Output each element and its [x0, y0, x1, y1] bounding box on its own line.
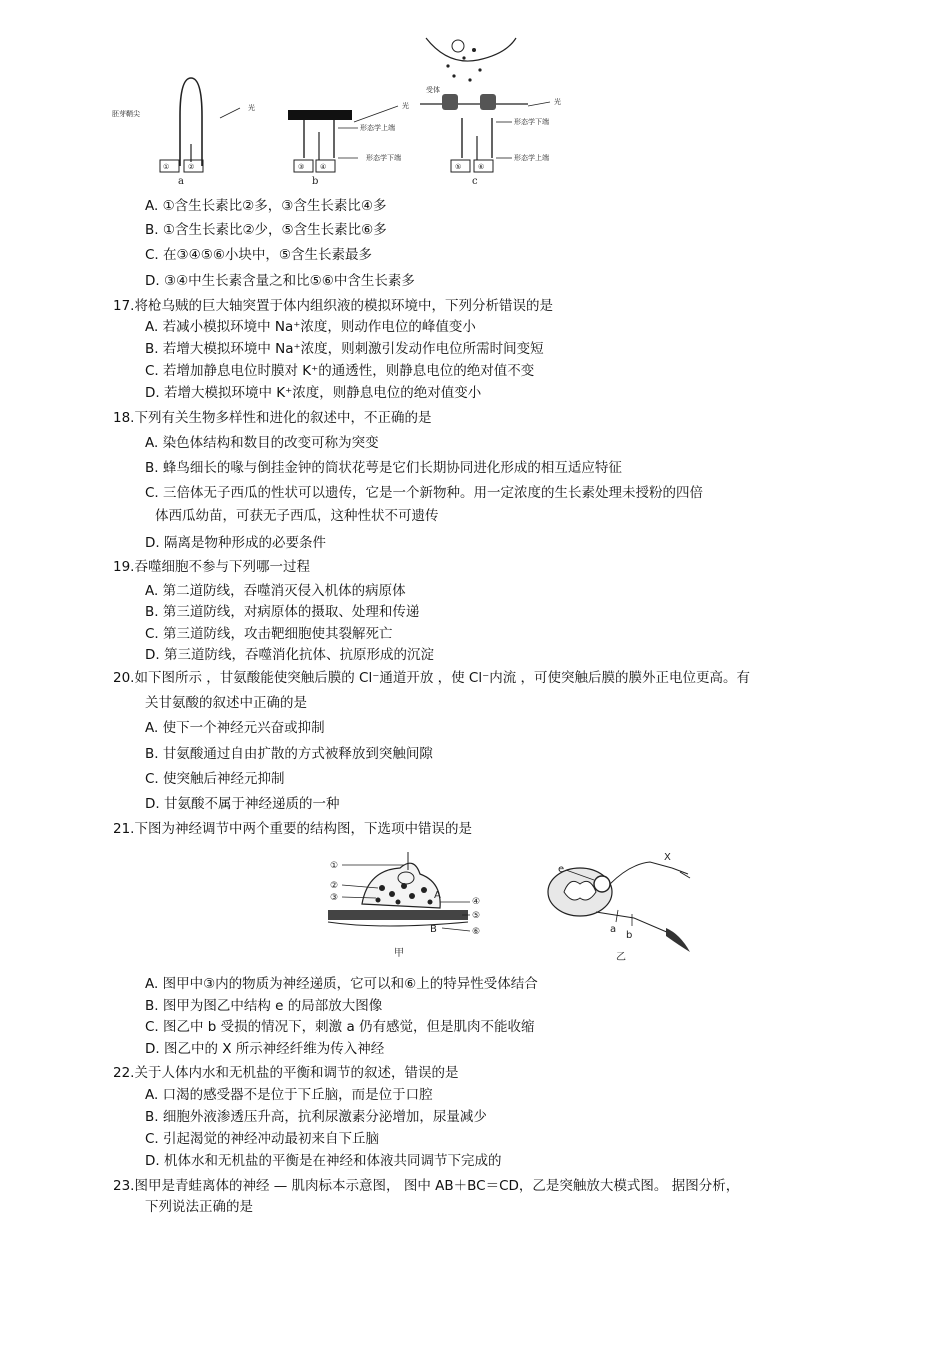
yi-label-e: e — [558, 864, 565, 875]
reflex-arc-figure-yi — [540, 848, 710, 966]
q20-stem: 20.如下图所示 ，甘氨酸能使突触后膜的 Cl⁻通道开放 ，使 Cl⁻内流 ，可使突触后膜的膜外正电位更高。有 — [113, 670, 751, 686]
synapse-figure-jia — [322, 852, 502, 964]
auxin-experiment-figure — [108, 36, 588, 186]
caption-yi: 乙 — [616, 952, 626, 963]
jia-label-1: ① — [330, 861, 339, 871]
q16-option-b: B. ①含生长素比②少，⑤含生长素比⑥多 — [145, 222, 387, 238]
q16-option-a: A. ①含生长素比②多，③含生长素比④多 — [145, 198, 387, 214]
lower-end-label-b: 形态学下端 — [366, 154, 401, 162]
q18-option-d: D. 隔离是物种形成的必要条件 — [145, 535, 326, 551]
q16-option-c: C. 在③④⑤⑥小块中，⑤含生长素最多 — [145, 247, 373, 263]
yi-label-a: a — [610, 924, 617, 935]
q20-option-b: B. 甘氨酸通过自由扩散的方式被释放到突触间隙 — [145, 746, 433, 762]
q17-option-b: B. 若增大模拟环境中 Na⁺浓度，则刺激引发动作电位所需时间变短 — [145, 341, 544, 357]
q20-stem-continued: 关甘氨酸的叙述中正确的是 — [145, 695, 307, 711]
q19-option-b: B. 第三道防线，对病原体的摄取、处理和传递 — [145, 604, 420, 620]
muscle — [666, 928, 690, 952]
q17-option-a: A. 若减小模拟环境中 Na⁺浓度，则动作电位的峰值变小 — [145, 319, 476, 335]
postsynaptic-membrane — [328, 910, 468, 920]
block-1-label: ① — [163, 163, 170, 171]
receptor-label: 受体 — [426, 86, 440, 94]
channel-left — [442, 94, 458, 110]
block-2-label: ② — [188, 163, 195, 171]
q22-option-b: B. 细胞外液渗透压升高，抗利尿激素分泌增加，尿量减少 — [145, 1109, 487, 1125]
caption-b: b — [312, 176, 319, 186]
q19-stem: 19.吞噬细胞不参与下列哪一过程 — [113, 559, 310, 575]
q18-option-c-continued: 体西瓜幼苗，可获无子西瓜，这种性状不可遗传 — [155, 508, 439, 524]
q22-option-a: A. 口渴的感受器不是位于下丘脑，而是位于口腔 — [145, 1087, 433, 1103]
q18-option-b: B. 蜂鸟细长的喙与倒挂金钟的筒状花萼是它们长期协同进化形成的相互适应特征 — [145, 460, 622, 476]
synapse-figure-svg — [322, 852, 502, 964]
caption-jia: 甲 — [394, 948, 404, 959]
c-lower-end-label: 形态学下端 — [514, 118, 549, 126]
q20-option-d: D. 甘氨酸不属于神经递质的一种 — [145, 796, 340, 812]
caption-a: a — [178, 176, 184, 186]
jia-label-4: ④ — [472, 897, 481, 907]
q17-stem: 17.将枪乌贼的巨大轴突置于体内组织液的模拟环境中，下列分析错误的是 — [113, 298, 553, 314]
q18-option-a: A. 染色体结构和数目的改变可称为突变 — [145, 435, 379, 451]
q17-option-c: C. 若增加静息电位时膜对 K⁺的通透性，则静息电位的绝对值不变 — [145, 363, 535, 379]
block-3-label: ③ — [298, 163, 305, 171]
jia-label-2: ② — [330, 881, 339, 891]
q22-stem: 22.关于人体内水和无机盐的平衡和调节的叙述，错误的是 — [113, 1065, 459, 1081]
light-label-b: 光 — [402, 102, 409, 110]
block-4-label: ④ — [320, 163, 327, 171]
presynaptic-membrane — [426, 38, 516, 61]
q21-option-a: A. 图甲中③内的物质为神经递质，它可以和⑥上的特异性受体结合 — [145, 976, 538, 992]
q17-option-d: D. 若增大模拟环境中 K⁺浓度，则静息电位的绝对值变小 — [145, 385, 482, 401]
jia-label-a: A — [434, 890, 441, 901]
block-6-label: ⑥ — [478, 163, 485, 171]
c-upper-end-label: 形态学上端 — [514, 154, 549, 162]
q22-option-d: D. 机体水和无机盐的平衡是在神经和体液共同调节下完成的 — [145, 1153, 502, 1169]
reflex-arc-svg — [540, 848, 710, 966]
q21-stem: 21.下图为神经调节中两个重要的结构图，下选项中错误的是 — [113, 821, 472, 837]
caption-c: c — [472, 176, 478, 186]
light-label-a: 光 — [248, 104, 255, 112]
upper-end-label-b: 形态学上端 — [360, 124, 395, 132]
coleoptile-tip-label: 胚芽鞘尖 — [112, 110, 140, 118]
q16-option-d: D. ③④中生长素含量之和比⑤⑥中含生长素多 — [145, 273, 415, 289]
yi-label-b: b — [626, 930, 633, 941]
q18-option-c: C. 三倍体无子西瓜的性状可以遗传，它是一个新物种。用一定浓度的生长素处理未授粉的四倍 — [145, 485, 704, 501]
yi-label-x: X — [664, 852, 671, 863]
q18-stem: 18.下列有关生物多样性和进化的叙述中，不正确的是 — [113, 410, 432, 426]
auxin-figure-svg — [108, 36, 588, 186]
channel-right — [480, 94, 496, 110]
q21-option-c: C. 图乙中 b 受损的情况下，刺激 a 仍有感觉，但是肌肉不能收缩 — [145, 1019, 535, 1035]
jia-label-6: ⑥ — [472, 927, 481, 937]
q20-option-c: C. 使突触后神经元抑制 — [145, 771, 285, 787]
q23-stem: 23.图甲是青蛙离体的神经 — 肌肉标本示意图， 图中 AB＋BC＝CD，乙是突触放大模式图。 据图分析， — [113, 1178, 740, 1194]
q21-option-d: D. 图乙中的 X 所示神经纤维为传入神经 — [145, 1041, 385, 1057]
q20-option-a: A. 使下一个神经元兴奋或抑制 — [145, 720, 325, 736]
q19-option-a: A. 第二道防线，吞噬消灭侵入机体的病原体 — [145, 583, 406, 599]
q21-option-b: B. 图甲为图乙中结构 e 的局部放大图像 — [145, 998, 383, 1014]
q19-option-c: C. 第三道防线，攻击靶细胞使其裂解死亡 — [145, 626, 393, 642]
light-label-c: 光 — [554, 98, 561, 106]
jia-label-b: B — [430, 924, 437, 935]
jia-label-5: ⑤ — [472, 911, 481, 921]
block-5-label: ⑤ — [455, 163, 462, 171]
q22-option-c: C. 引起渴觉的神经冲动最初来自下丘脑 — [145, 1131, 380, 1147]
structure-e — [594, 876, 610, 892]
q23-stem-continued: 下列说法正确的是 — [145, 1199, 253, 1215]
jia-label-3: ③ — [330, 893, 339, 903]
q19-option-d: D. 第三道防线，吞噬消化抗体、抗原形成的沉淀 — [145, 647, 434, 663]
segment-b-top — [288, 110, 352, 120]
